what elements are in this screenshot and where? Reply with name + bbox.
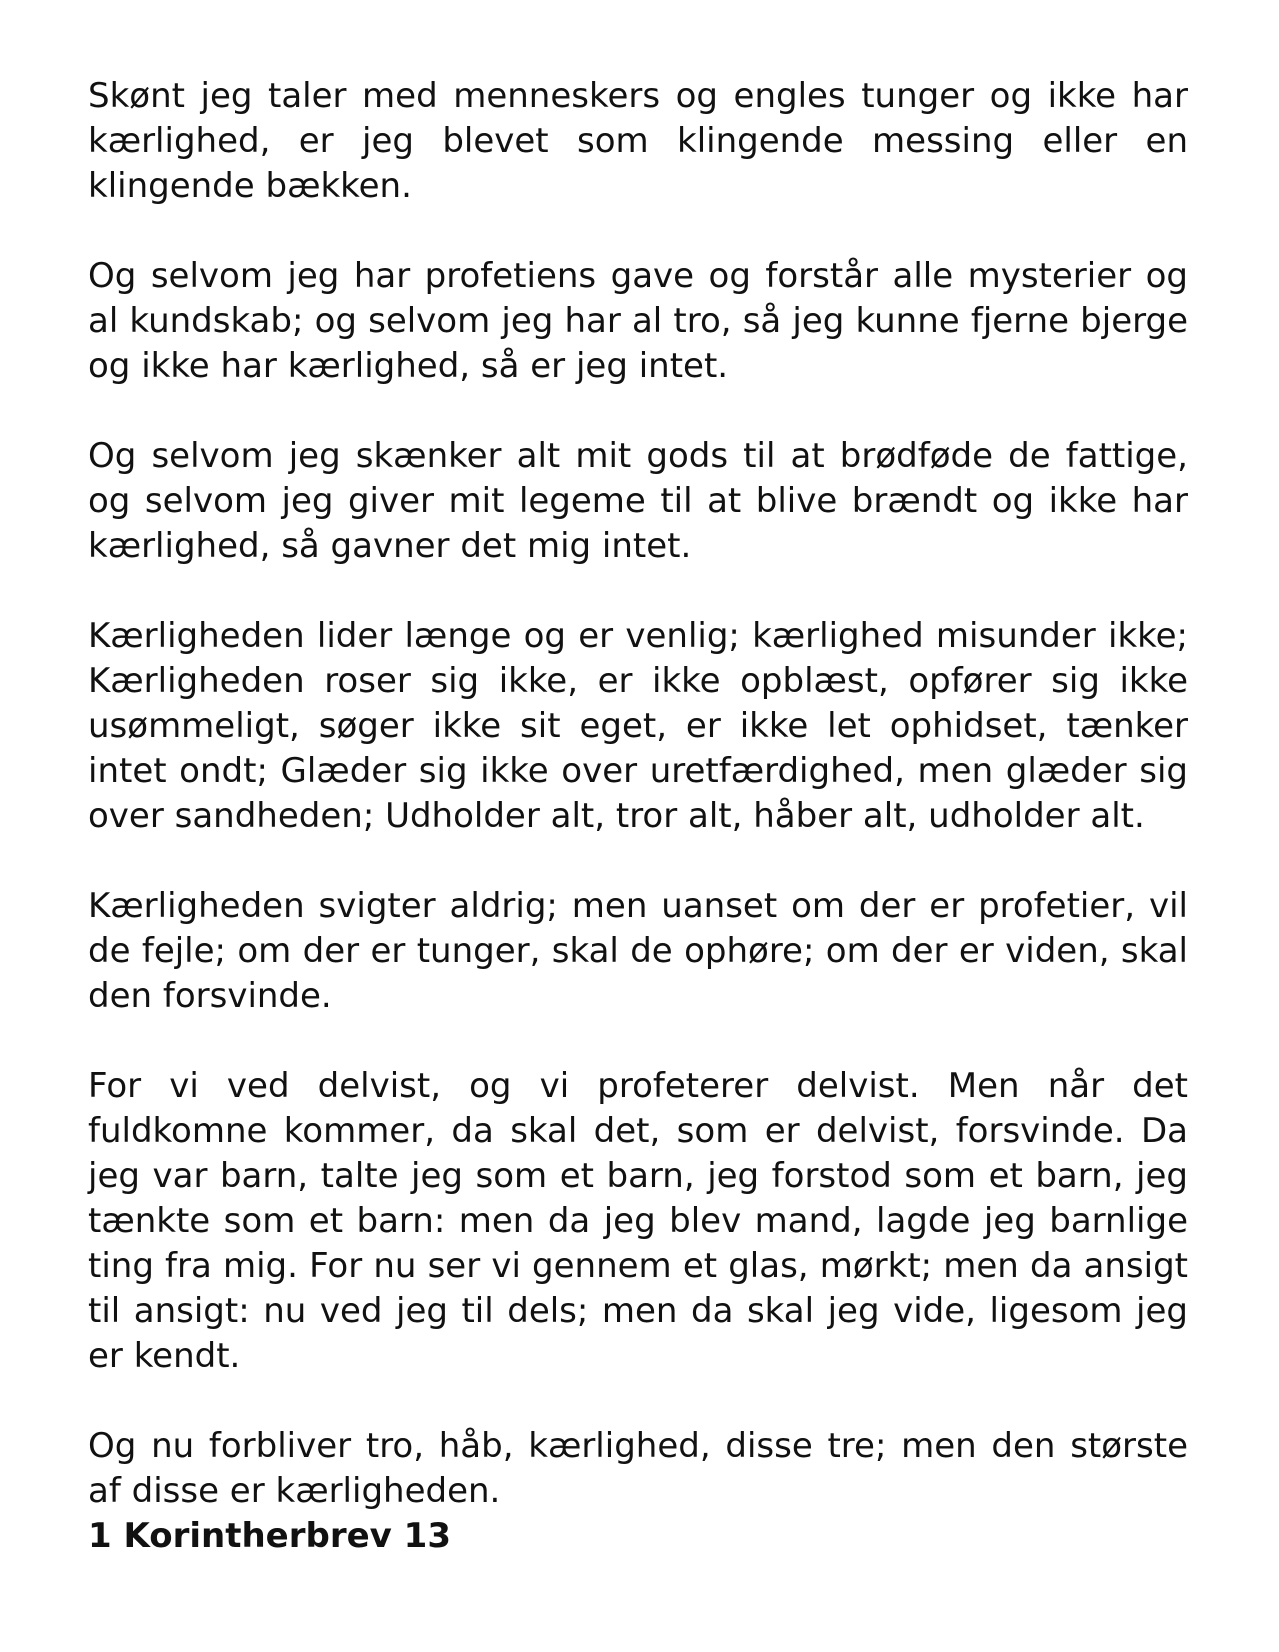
paragraph-7: Og nu forbliver tro, håb, kærlighed, disse tre; men den største af disse er kærligheden. [88, 1426, 1188, 1511]
paragraph-4: Kærligheden lider længe og er venlig; kærlighed misunder ikke; Kærligheden roser sig ikke, er ikke opblæst, opfører sig ikke usømmeligt, søger ikke sit eget, er ikke let ophidset, tænker intet ondt; Glæder sig ikke over uretfærdighed, men glæder sig over sandheden; Udholder alt, tror alt, håber alt, udholder alt. [88, 616, 1188, 836]
paragraph-1: Skønt jeg taler med menneskers og engles tunger og ikke har kærlighed, er jeg blevet som klingende messing eller en klingende bækken. [88, 76, 1188, 206]
document-page [88, 74, 1188, 1559]
paragraph-5: Kærligheden svigter aldrig; men uanset om der er profetier, vil de fejle; om der er tunger, skal de ophøre; om der er viden, skal den forsvinde. [88, 886, 1188, 1016]
paragraph-2: Og selvom jeg har profetiens gave og forstår alle mysterier og al kundskab; og selvom jeg har al tro, så jeg kunne fjerne bjerge og ikke har kærlighed, så er jeg intet. [88, 256, 1188, 386]
paragraph-6: For vi ved delvist, og vi profeterer delvist. Men når det fuldkomne kommer, da skal det, som er delvist, forsvinde. Da jeg var barn, talte jeg som et barn, jeg forstod som et barn, jeg tænkte som et barn: men da jeg blev mand, lagde jeg barnlige ting fra mig. For nu ser vi gennem et glas, mørkt; men da ansigt til ansigt: nu ved jeg til dels; men da skal jeg vide, ligesom jeg er kendt. [88, 1066, 1188, 1376]
paragraph-3: Og selvom jeg skænker alt mit gods til at brødføde de fattige, og selvom jeg giver mit legeme til at blive brændt og ikke har kærlighed, så gavner det mig intet. [88, 436, 1188, 566]
scripture-reference: 1 Korintherbrev 13 [88, 1516, 451, 1556]
